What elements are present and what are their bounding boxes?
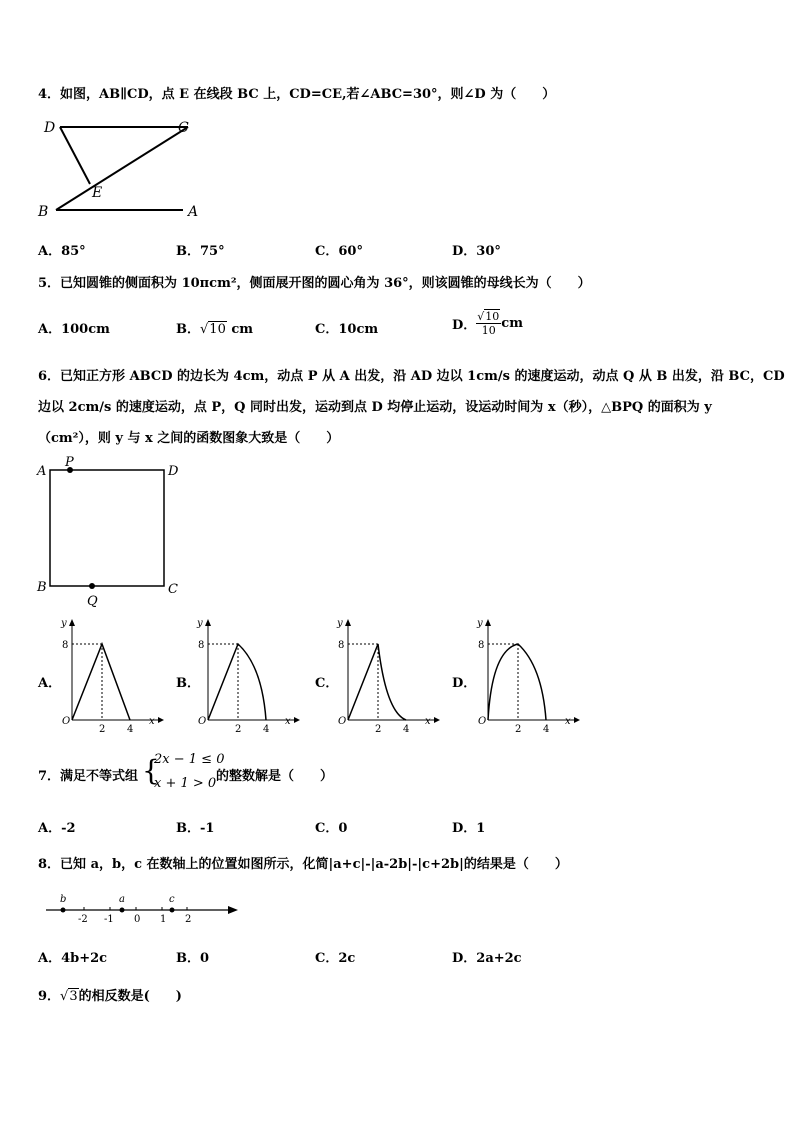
q6-graph-a: [60, 616, 170, 736]
svg-text:-1: -1: [104, 914, 114, 925]
q4-option-c[interactable]: C．60°: [315, 244, 363, 259]
label-d: D: [168, 464, 179, 479]
svg-text:b: b: [60, 894, 67, 905]
q6-square-figure: [36, 456, 186, 611]
svg-text:2: 2: [185, 914, 192, 925]
curve-c: [348, 644, 406, 720]
point-a: [120, 908, 125, 913]
label-d: D: [44, 120, 56, 136]
label-q: Q: [87, 594, 98, 609]
q8-number-line: [44, 890, 244, 926]
label-c: C: [178, 120, 189, 136]
q4-figure: [38, 112, 208, 222]
label-b: B: [38, 204, 49, 220]
q6-graph-d: [476, 616, 586, 736]
q7-option-a[interactable]: A．-2: [38, 821, 76, 836]
svg-text:2: 2: [99, 724, 106, 735]
q6-graph-c: [336, 616, 446, 736]
q6-option-a[interactable]: A．: [38, 676, 62, 691]
svg-text:y: y: [337, 618, 343, 629]
label-p: P: [65, 455, 74, 470]
q4-option-a[interactable]: A．85°: [38, 244, 86, 259]
svg-text:8: 8: [198, 640, 205, 651]
point-c: [170, 908, 175, 913]
q7-option-c[interactable]: C．0: [315, 821, 348, 836]
svg-text:4: 4: [263, 724, 270, 735]
q7-stem-prefix: 7．满足不等式组: [38, 769, 139, 784]
svg-text:4: 4: [403, 724, 410, 735]
svg-text:x: x: [149, 716, 155, 727]
q6-option-c[interactable]: C．: [315, 676, 339, 691]
q6-stem-line2: 边以 2cm/s 的速度运动，点 P，Q 同时出发，运动到点 D 均停止运动，设运动时间为 x（秒），△BPQ 的面积为 y: [38, 400, 712, 415]
label-a: A: [188, 204, 199, 220]
q6-option-d[interactable]: D．: [452, 676, 477, 691]
q5-option-b[interactable]: B．√10 cm: [176, 322, 254, 337]
svg-text:O: O: [338, 716, 347, 727]
line-de: [60, 127, 90, 184]
q9-stem: 9．√3的相反数是( ): [38, 989, 182, 1004]
svg-text:1: 1: [160, 914, 167, 925]
q4-option-b[interactable]: B．75°: [176, 244, 225, 259]
q8-option-b[interactable]: B．0: [176, 951, 210, 966]
svg-text:4: 4: [543, 724, 550, 735]
svg-text:O: O: [62, 716, 71, 727]
point-b: [61, 908, 66, 913]
q5-option-d[interactable]: D． $\frac{√10}{10}$ cm: [452, 310, 523, 337]
q5-option-c[interactable]: C．10cm: [315, 322, 379, 337]
label-b: B: [37, 580, 47, 595]
q5-option-a[interactable]: A．100cm: [38, 322, 110, 337]
svg-text:4: 4: [127, 724, 134, 735]
svg-text:y: y: [197, 618, 203, 629]
svg-text:2: 2: [375, 724, 382, 735]
q4-option-d[interactable]: D．30°: [452, 244, 501, 259]
svg-text:-2: -2: [78, 914, 88, 925]
svg-text:0: 0: [134, 914, 141, 925]
q8-stem: 8．已知 a，b，c 在数轴上的位置如图所示，化简|a+c|-|a-2b|-|c+2b|的结果是（ ）: [38, 857, 568, 872]
q6-option-b[interactable]: B．: [176, 676, 200, 691]
svg-text:x: x: [565, 716, 571, 727]
q7-inequality-2: x + 1 > 0: [154, 776, 217, 791]
q8-option-c[interactable]: C．2c: [315, 951, 356, 966]
q8-option-d[interactable]: D．2a+2c: [452, 951, 522, 966]
label-e: E: [92, 185, 103, 201]
point-q: [89, 583, 95, 589]
svg-text:O: O: [198, 716, 207, 727]
arrow-icon: [228, 906, 238, 914]
svg-text:x: x: [285, 716, 291, 727]
svg-text:2: 2: [235, 724, 242, 735]
q8-option-a[interactable]: A．4b+2c: [38, 951, 108, 966]
q5-stem: 5．已知圆锥的侧面积为 10πcm²，侧面展开图的圆心角为 36°，则该圆锥的母线长为（ ）: [38, 276, 591, 291]
svg-text:8: 8: [338, 640, 345, 651]
curve-d: [488, 644, 546, 720]
q7-inequality-1: 2x − 1 ≤ 0: [154, 752, 225, 767]
svg-text:a: a: [119, 894, 125, 905]
curve-b: [208, 644, 266, 720]
q7-option-b[interactable]: B．-1: [176, 821, 215, 836]
brace-icon: {: [142, 754, 160, 787]
q4-stem: 4．如图，AB∥CD，点 E 在线段 BC 上，CD=CE,若∠ABC=30°，则∠D 为（ ）: [38, 87, 556, 102]
label-c: C: [168, 582, 178, 597]
label-a: A: [37, 464, 47, 479]
svg-text:O: O: [478, 716, 487, 727]
square-abcd: [50, 470, 164, 586]
curve-a: [72, 644, 130, 720]
svg-text:c: c: [169, 894, 175, 905]
q6-graph-b: [196, 616, 306, 736]
svg-text:y: y: [477, 618, 483, 629]
svg-text:8: 8: [62, 640, 69, 651]
q6-stem-line3: （cm²），则 y 与 x 之间的函数图象大致是（ ）: [38, 431, 340, 446]
q6-stem-line1: 6．已知正方形 ABCD 的边长为 4cm，动点 P 从 A 出发，沿 AD 边以 1cm/s 的速度运动，动点 Q 从 B 出发，沿 BC，CD: [38, 369, 785, 384]
svg-text:x: x: [425, 716, 431, 727]
q7-option-d[interactable]: D．1: [452, 821, 486, 836]
svg-text:y: y: [61, 618, 67, 629]
line-cb: [56, 127, 188, 210]
svg-text:8: 8: [478, 640, 485, 651]
q7-stem-suffix: 的整数解是（ ）: [216, 769, 334, 784]
svg-text:2: 2: [515, 724, 522, 735]
